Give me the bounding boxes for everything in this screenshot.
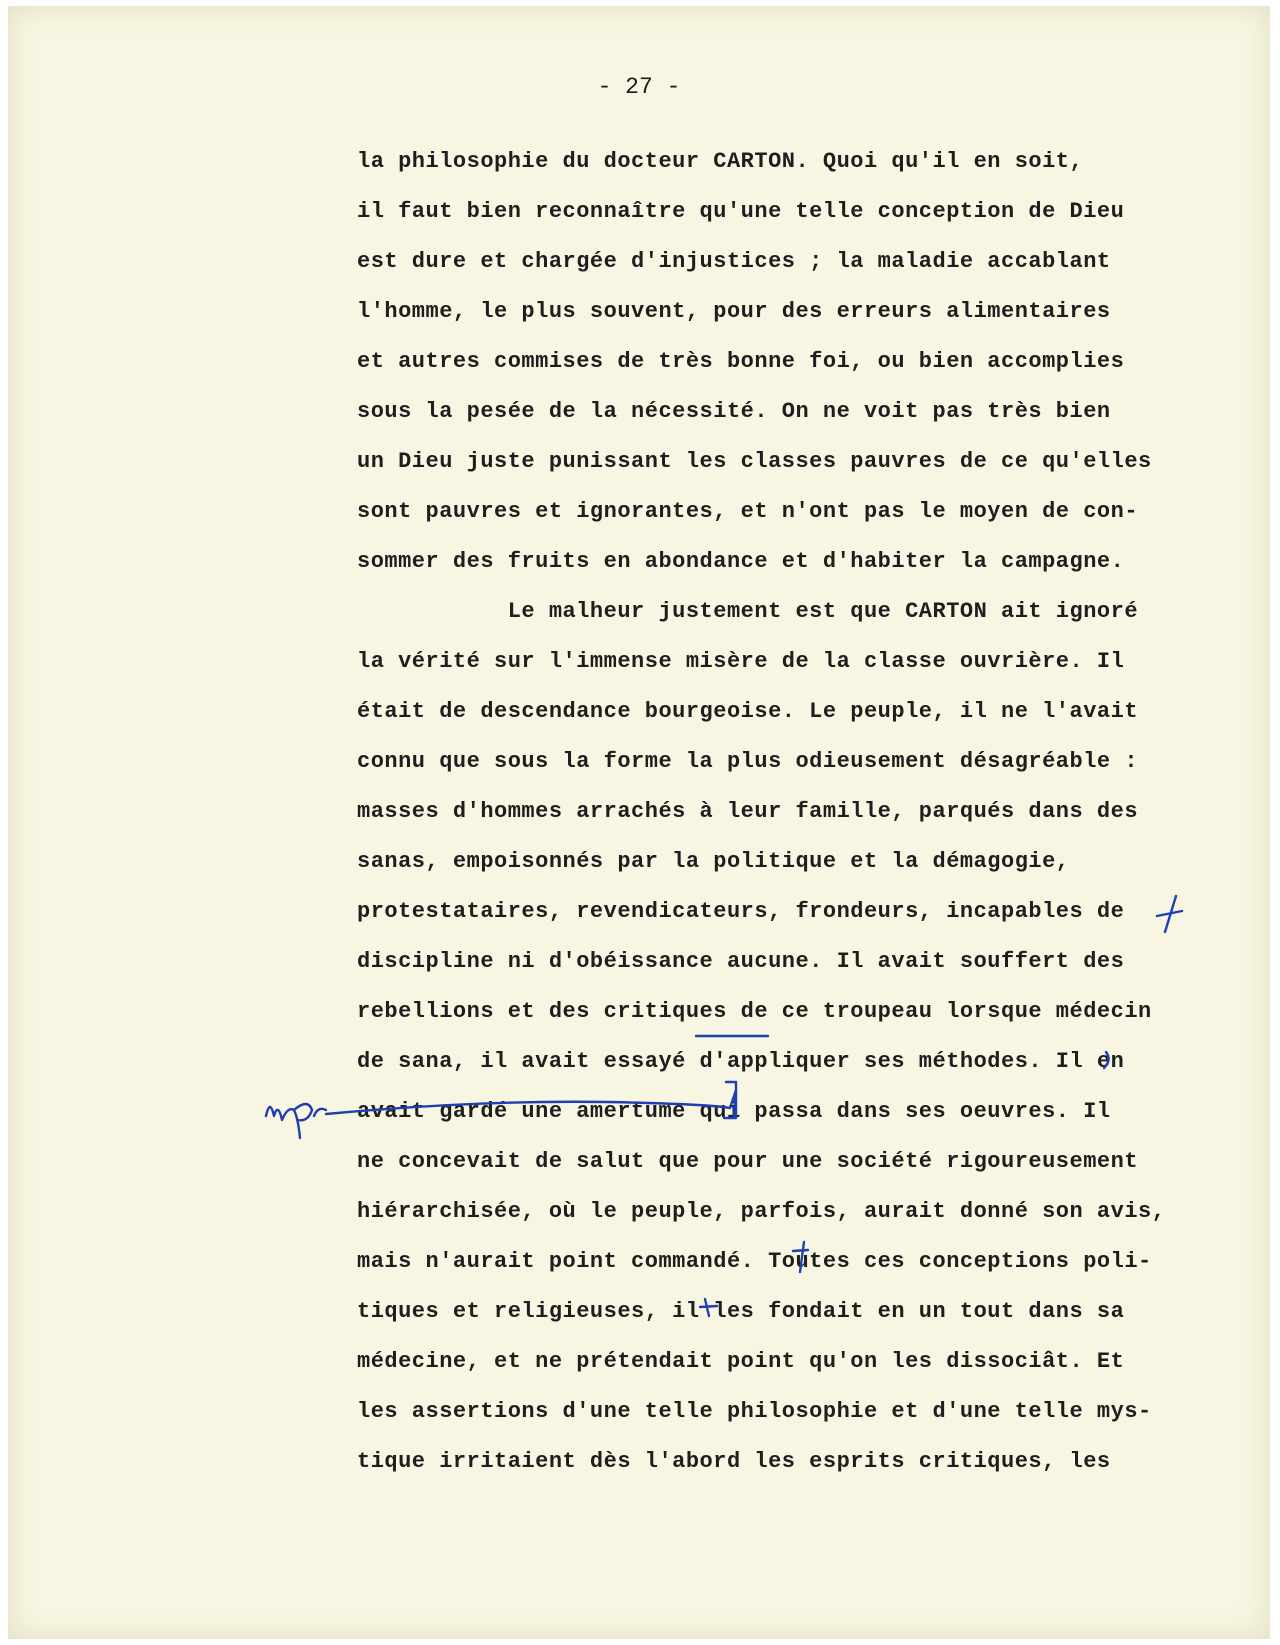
document-page: [8, 6, 1270, 1639]
text-line: tiques et religieuses, il les fondait en un tout dans sa: [357, 1299, 1125, 1324]
text-line: sanas, empoisonnés par la politique et la démagogie,: [357, 849, 1070, 874]
text-line: mais n'aurait point commandé. Toutes ces conceptions poli-: [357, 1249, 1152, 1274]
text-line: l'homme, le plus souvent, pour des erreurs alimentaires: [357, 299, 1111, 324]
text-line: de sana, il avait essayé d'appliquer ses méthodes. Il en: [357, 1049, 1125, 1074]
text-line: masses d'hommes arrachés à leur famille, parqués dans des: [357, 799, 1139, 824]
cursive-scribble: [266, 1104, 326, 1138]
text-line: la philosophie du docteur CARTON. Quoi qu'il en soit,: [357, 149, 1084, 174]
text-line: discipline ni d'obéissance aucune. Il avait souffert des: [357, 949, 1125, 974]
text-line: ne concevait de salut que pour une société rigoureusement: [357, 1149, 1139, 1174]
text-line: était de descendance bourgeoise. Le peuple, il ne l'avait: [357, 699, 1139, 724]
text-line: sous la pesée de la nécessité. On ne voit pas très bien: [357, 399, 1111, 424]
text-line: les assertions d'une telle philosophie et d'une telle mys-: [357, 1399, 1152, 1424]
text-line: protestataires, revendicateurs, frondeurs, incapables de: [357, 899, 1125, 924]
text-line: rebellions et des critiques de ce troupeau lorsque médecin: [357, 999, 1152, 1024]
text-line: sont pauvres et ignorantes, et n'ont pas le moyen de con-: [357, 499, 1139, 524]
text-line: est dure et chargée d'injustices ; la maladie accablant: [357, 249, 1111, 274]
text-line: Le malheur justement est que CARTON ait ignoré: [357, 599, 1139, 624]
insertion-mark: [1157, 896, 1182, 932]
text-line: connu que sous la forme la plus odieusement désagréable :: [357, 749, 1139, 774]
text-line: et autres commises de très bonne foi, ou bien accomplies: [357, 349, 1125, 374]
text-line: médecine, et ne prétendait point qu'on les dissociât. Et: [357, 1349, 1125, 1374]
text-line: la vérité sur l'immense misère de la classe ouvrière. Il: [357, 649, 1125, 674]
text-line: avait gardé une amertume qui passa dans ses oeuvres. Il: [357, 1099, 1111, 1124]
text-line: tique irritaient dès l'abord les esprits critiques, les: [357, 1449, 1111, 1474]
text-line: hiérarchisée, où le peuple, parfois, aurait donné son avis,: [357, 1199, 1166, 1224]
text-line: un Dieu juste punissant les classes pauvres de ce qu'elles: [357, 449, 1152, 474]
text-line: il faut bien reconnaître qu'une telle conception de Dieu: [357, 199, 1125, 224]
text-line: sommer des fruits en abondance et d'habiter la campagne.: [357, 549, 1125, 574]
page-number: - 27 -: [597, 74, 681, 100]
